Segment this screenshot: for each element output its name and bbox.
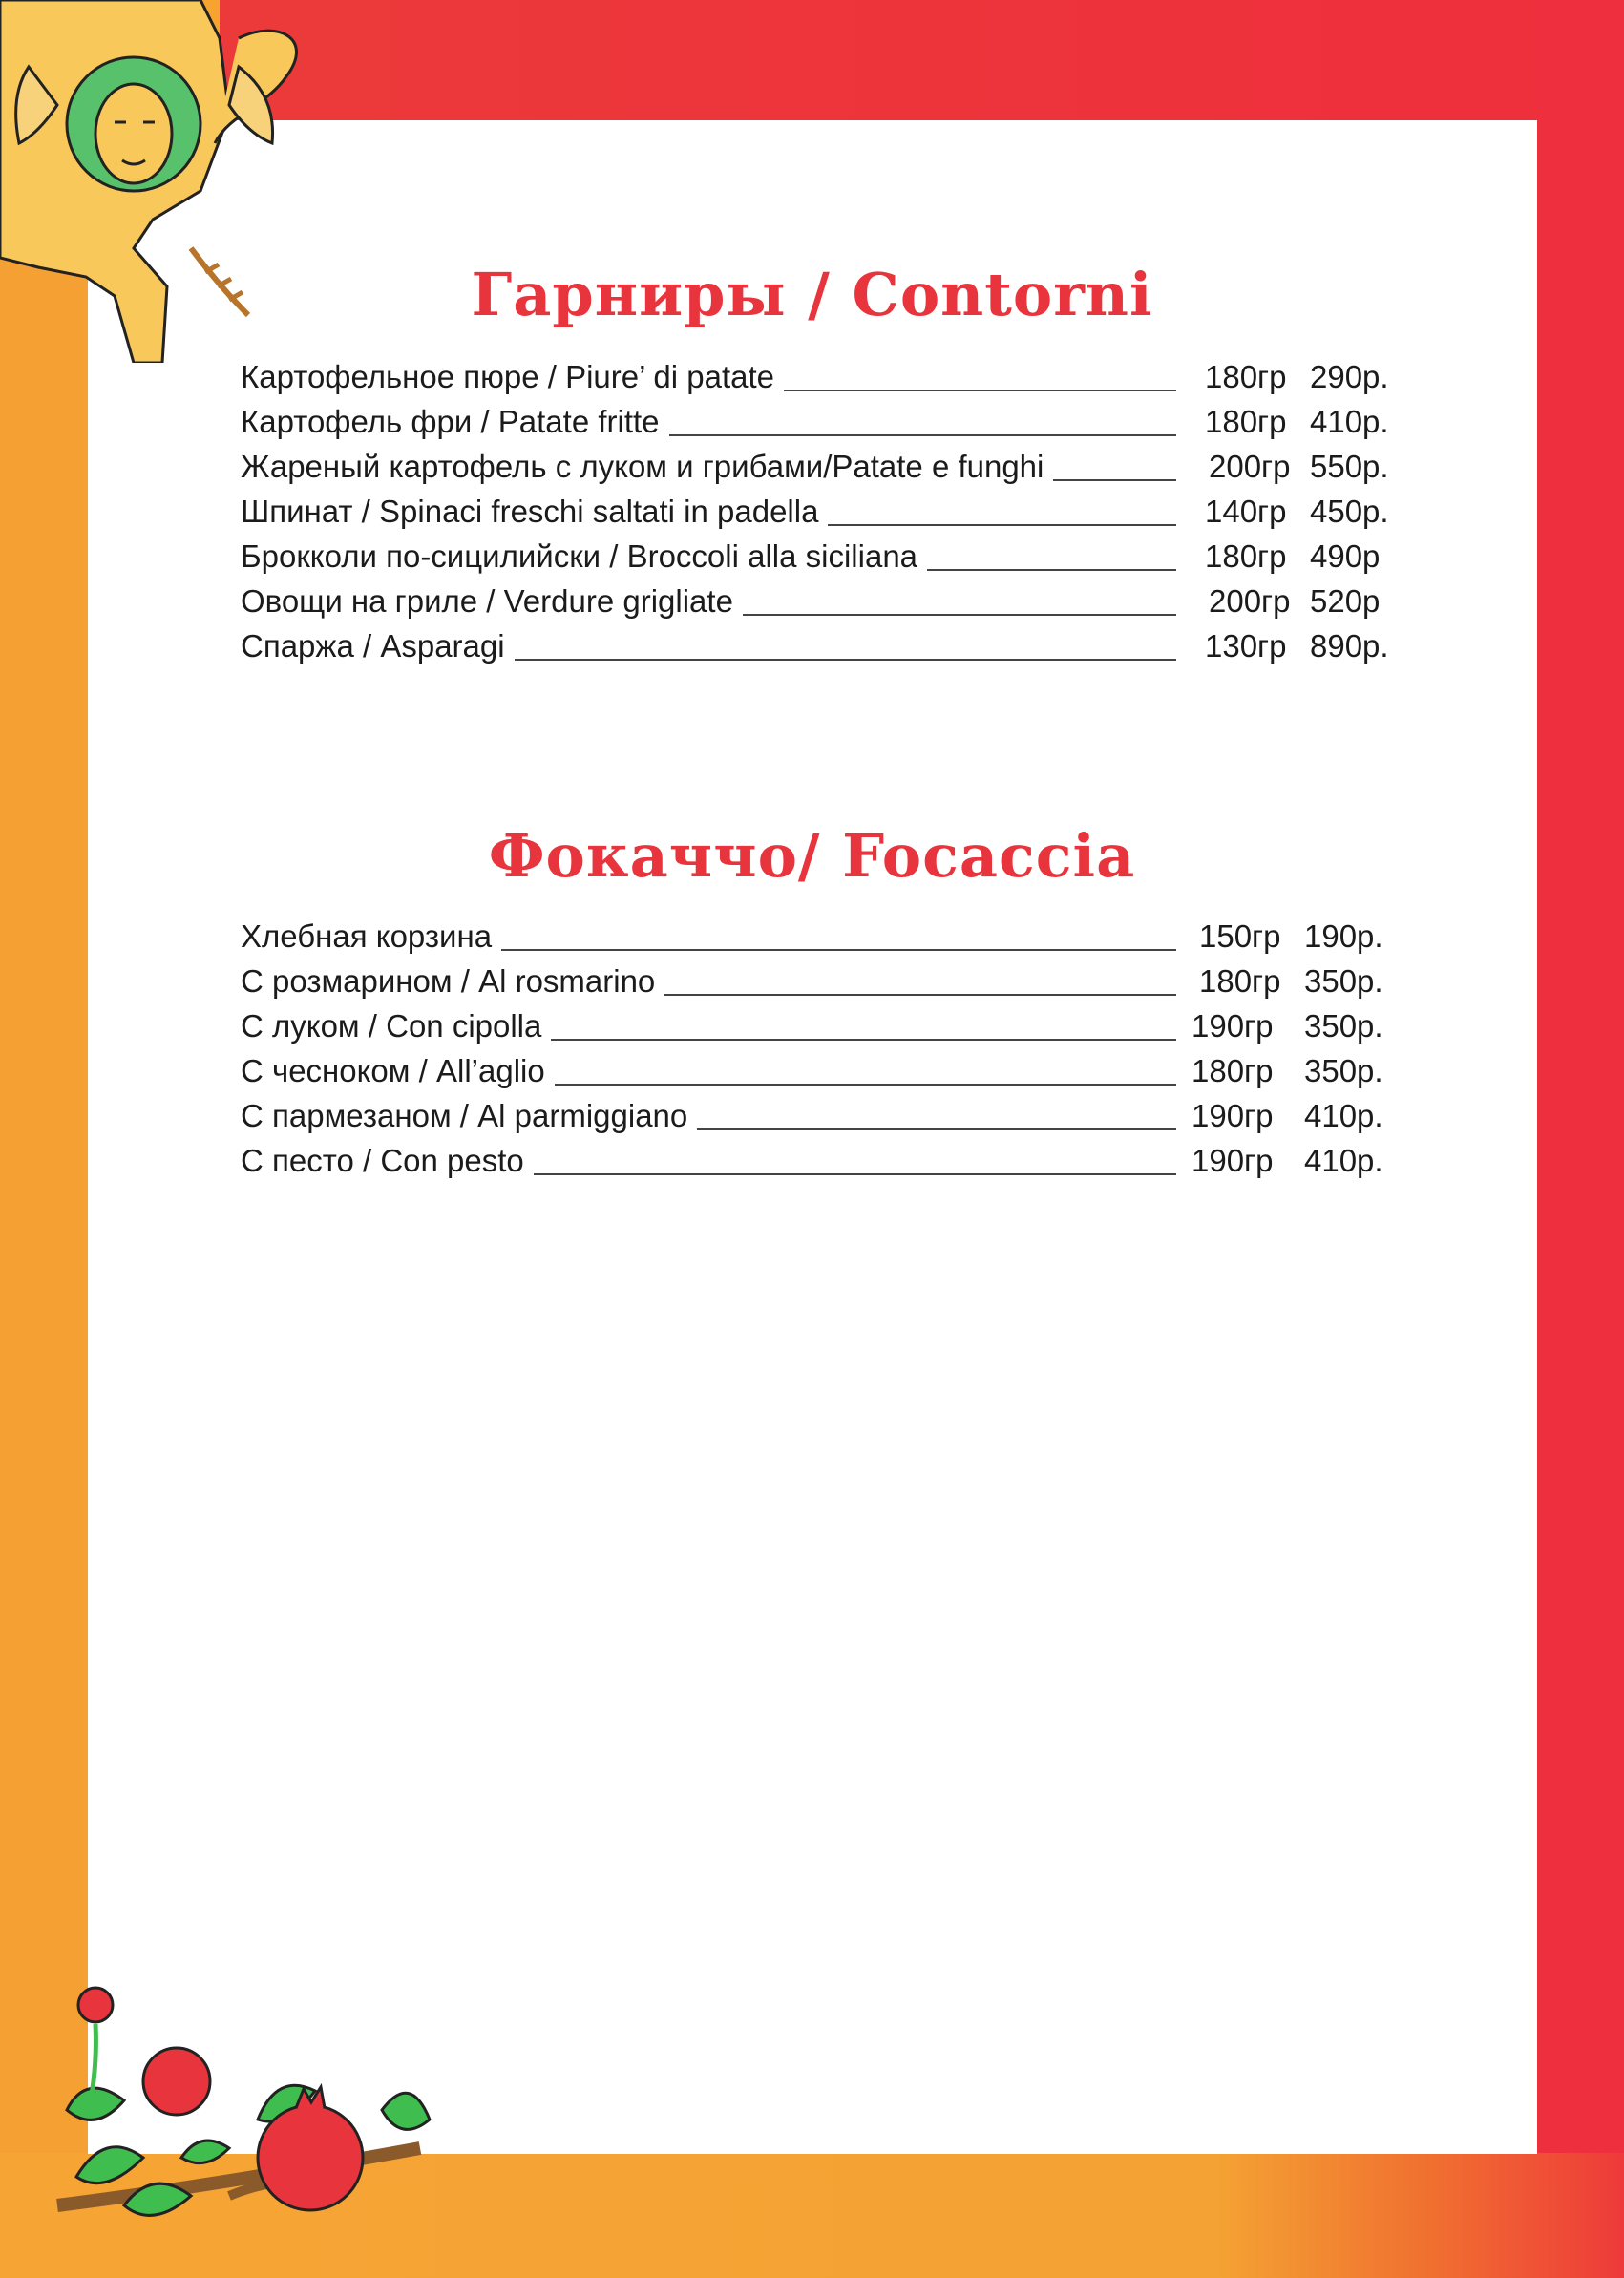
menu-item-price: 890р. xyxy=(1310,628,1389,664)
menu-item xyxy=(241,963,1396,1005)
menu-item xyxy=(241,1143,1396,1185)
menu-item xyxy=(241,1098,1396,1140)
menu-item-name: Спаржа / Asparagi xyxy=(241,628,515,664)
menu-item xyxy=(241,583,1396,625)
menu-item-weight: 190гр xyxy=(1192,1008,1274,1044)
menu-item xyxy=(241,628,1396,670)
menu-item-price: 290р. xyxy=(1310,359,1389,394)
menu-item-weight: 200гр xyxy=(1209,583,1291,619)
menu-item-name: С чесноком / All’aglio xyxy=(241,1053,555,1089)
section-title-focaccia: Фокаччо/ Focaccia xyxy=(488,821,1136,891)
menu-item-weight: 180гр xyxy=(1199,963,1281,999)
menu-item-weight: 180гр xyxy=(1192,1053,1274,1088)
menu-item-name: Хлебная корзина xyxy=(241,918,501,955)
menu-item xyxy=(241,1053,1396,1095)
menu-item-name: Шпинат / Spinaci freschi saltati in padella xyxy=(241,494,828,530)
menu-item-price: 350р. xyxy=(1304,1008,1383,1044)
frame-right-border xyxy=(1537,0,1624,2278)
menu-item xyxy=(241,918,1396,960)
menu-item xyxy=(241,1008,1396,1050)
menu-item-price: 410р. xyxy=(1304,1098,1383,1133)
menu-item-name: Картофельное пюре / Piure’ di patate xyxy=(241,359,784,395)
menu-item-weight: 180гр xyxy=(1205,359,1287,394)
menu-item-weight: 140гр xyxy=(1205,494,1287,529)
menu-item-weight: 190гр xyxy=(1192,1098,1274,1133)
menu-item-price: 350р. xyxy=(1304,963,1383,999)
menu-item-weight: 180гр xyxy=(1205,538,1287,574)
menu-item-price: 350р. xyxy=(1304,1053,1383,1088)
menu-item-price: 190р. xyxy=(1304,918,1383,954)
menu-item-price: 490р xyxy=(1310,538,1381,574)
menu-item-price: 410р. xyxy=(1304,1143,1383,1178)
menu-item-name: Жареный картофель с луком и грибами/Patate e funghi xyxy=(241,449,1053,485)
menu-item xyxy=(241,538,1396,580)
menu-item-weight: 190гр xyxy=(1192,1143,1274,1178)
menu-item-name: Овощи на гриле / Verdure grigliate xyxy=(241,583,743,620)
menu-item-weight: 180гр xyxy=(1205,404,1287,439)
menu-item-weight: 200гр xyxy=(1209,449,1291,484)
section-title-contorni: Гарниры / Contorni xyxy=(471,260,1153,329)
menu-item-name: Картофель фри / Patate fritte xyxy=(241,404,669,440)
menu-item-price: 520р xyxy=(1310,583,1381,619)
menu-item-price: 450р. xyxy=(1310,494,1389,529)
menu-item xyxy=(241,494,1396,536)
menu-item-weight: 130гр xyxy=(1205,628,1287,664)
menu-item-price: 410р. xyxy=(1310,404,1389,439)
menu-item-name: С песто / Con pesto xyxy=(241,1143,534,1179)
menu-item-name: Брокколи по-сицилийски / Broccoli alla siciliana xyxy=(241,538,927,575)
menu-item xyxy=(241,449,1396,491)
menu-item-name: С луком / Con cipolla xyxy=(241,1008,551,1044)
menu-item xyxy=(241,404,1396,446)
menu-item xyxy=(241,359,1396,401)
menu-item-weight: 150гр xyxy=(1199,918,1281,954)
menu-item-name: С розмарином / Al rosmarino xyxy=(241,963,664,1000)
frame-top-border xyxy=(220,0,1624,124)
menu-item-name: С пармезаном / Al parmiggiano xyxy=(241,1098,697,1134)
pomegranate-branch-icon xyxy=(38,1967,458,2253)
menu-item-price: 550р. xyxy=(1310,449,1389,484)
frame-left-border xyxy=(0,191,95,2278)
